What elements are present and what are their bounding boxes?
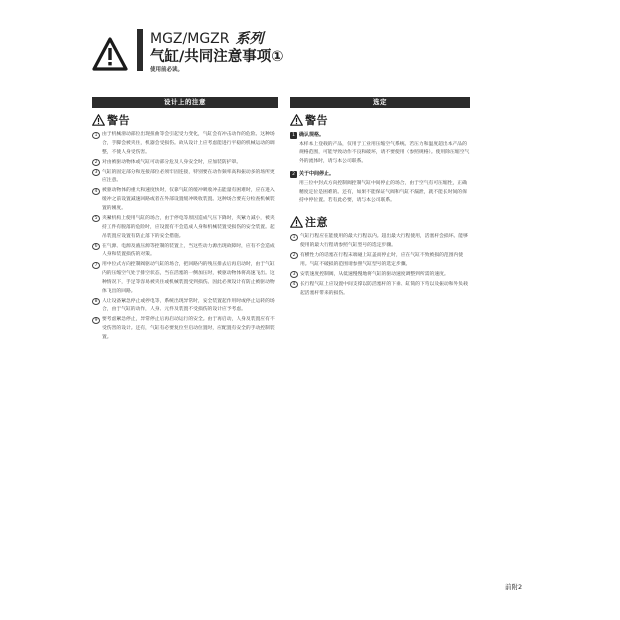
item-text: 长行程气缸上应设置中间支撑以防活塞杆的下垂、缸筒的下弯以及振动和外负载起活塞杆带来的损伤。 [300, 281, 468, 296]
page-number: 前附2 [505, 583, 523, 591]
item-number: 5 [92, 215, 100, 222]
item-text: 本样本上登载的产品，仅用于工业用压缩空气系统。若压力和温度超出本产品的规格范围，可能导致动作不良和破坏，请不要使用（参照规格）。使用除压缩空气外的流体时，请与本公司联系。 [299, 141, 470, 165]
warning-heading [92, 112, 278, 128]
list-item [290, 271, 470, 280]
selection-caution-list [290, 233, 470, 298]
item-text: 有横性力的话塞在行程末端碰上缸盖而停止时，应在气缸不致被损的范围内使用。气缸不破损的范围请参照气缸型号的选定步骤。 [300, 252, 464, 267]
list-item [290, 233, 470, 251]
item-text: 由于机械滑动部位出现扭曲等会引起受力变化，气缸会有冲击动作的危险。这种场合，手脚会被夹住，机器会受损伤。故从设计上应考虑能进行平稳的机械运动的调整，不使人身受伤害。 [102, 132, 275, 155]
caution-icon [290, 216, 303, 228]
section-bar-design: 设计上的注意 [92, 97, 278, 108]
item-number: 4 [290, 281, 298, 288]
item-text: 对由被驱动物体或气缸可动部分危及人身安全时，应加装防护罩。 [102, 159, 242, 165]
page-title: 气缸/共同注意事项① [150, 49, 284, 65]
series-word: 系列 [235, 31, 264, 47]
selection-warning-list [290, 131, 470, 206]
item-text: 夹紧机构上使用气缸的场合，由于停电等原因造成气压下降时，夹紧力减小，被夹持工件有脱落的危险时，应设置有不会造成人身和机械装置受损伤的安全装置。起吊装置应设置有防止落下的安全措施。 [102, 215, 275, 239]
item-number: 1 [290, 132, 297, 139]
list-item-heading [290, 170, 470, 179]
warning-icon [92, 114, 105, 126]
item-text: 人让设备紧急停止或停电等，系统出现异常时，安全装置起作用时或停止运转的场合，由于气缸的动作，人身、元件及装置不受损伤的设计应予考虑。 [102, 298, 275, 313]
page-header [92, 25, 532, 85]
item-number: 8 [92, 298, 100, 305]
item-text: 气缸行程应在能使用的最大行程以内。超出最大行程使用，活塞杆会损坏。能够使用的最大行程请参照气缸型号的选定步骤。 [300, 234, 468, 248]
list-item [92, 316, 278, 342]
item-text: 气缸的固定部分和连接部位必须牢固连接，特别要在动作频率高和振动多的场所更应注意。 [102, 169, 275, 184]
list-item [92, 261, 278, 296]
item-text: 被驱动物体的重大和速度快时，仅靠气缸的缓冲吸收冲击能量有困难时，应在进入缓冲之前设置减速回路或者在外部设置缓冲吸收装置。这种场合要充分检查机械装置的刚度。 [102, 188, 275, 211]
list-item [92, 131, 278, 157]
item-title: 确认规格。 [299, 132, 325, 138]
item-number: 7 [92, 262, 100, 269]
item-number: 3 [92, 169, 100, 176]
item-title: 关于中间停止。 [299, 171, 335, 178]
warning-label: 警告 [107, 114, 130, 127]
series-code: MGZ/MGZR [150, 31, 230, 47]
item-text: 安装速度控制阀，从低速慢慢地将气缸的驱动速度调整到所需的速度。 [300, 271, 449, 277]
item-number: 9 [92, 317, 100, 324]
design-notes-column [92, 97, 278, 344]
list-item [92, 215, 278, 241]
design-warning-list [92, 131, 278, 343]
list-item [92, 187, 278, 213]
item-number: 3 [290, 271, 298, 278]
item-number: 1 [290, 234, 298, 241]
item-text: 用三位中封式方向控制阀控制气缸中间停止的场合，由于空气有可压缩性，正确精度定位是困难的。还有，如果不能保证气阀和气缸不漏泄，就不能长时间的保持中停位置。若有此必要，请与本公司联系。 [299, 180, 467, 204]
caution-heading [290, 214, 470, 230]
item-text: 用中位式方向控制阀驱动气缸的场合，把回路内的残压排去后再启动时，由于气缸内的压缩空气处于排空状态，当在活塞的一侧加压时，被驱动物体将高速飞出。这种情况下，手足等容易被夹住或机械装置受到损伤。因此必须设计有防止被驱动物体飞出的回路。 [102, 262, 275, 294]
caution-label: 注意 [305, 216, 328, 230]
item-text: 在气源、电源及液压源等控制的装置上，当这些动力源出现故障时，应有不会造成人身和装置损伤的对策。 [102, 243, 275, 258]
item-number: 2 [290, 252, 298, 259]
list-item [92, 243, 278, 261]
selection-warning-heading [290, 112, 470, 128]
item-number: 6 [92, 243, 100, 250]
item-number: 2 [92, 159, 100, 166]
header-divider [137, 29, 143, 71]
selection-column [290, 97, 470, 299]
item-number: 4 [92, 188, 100, 195]
list-item [92, 159, 278, 168]
warning-icon [290, 114, 303, 126]
list-item [92, 169, 278, 187]
list-item-heading [290, 131, 470, 140]
list-item [290, 252, 470, 270]
page-subtitle: 使用前必读。 [150, 67, 184, 73]
warning-triangle-icon [92, 37, 128, 71]
item-number: 2 [290, 171, 297, 178]
item-text: 要考虑紧急停止，异常停止后再启动运行的安全。由于再启动，人身及装置应有不受伤害的设计。还有，气缸有必要复位至启动位置时，应配置有安全的手动控制装置。 [102, 317, 275, 341]
item-number: 1 [92, 132, 100, 139]
section-bar-selection: 选定 [290, 97, 470, 108]
warning-label: 警告 [305, 114, 328, 127]
list-item [92, 298, 278, 316]
list-item [290, 281, 470, 299]
